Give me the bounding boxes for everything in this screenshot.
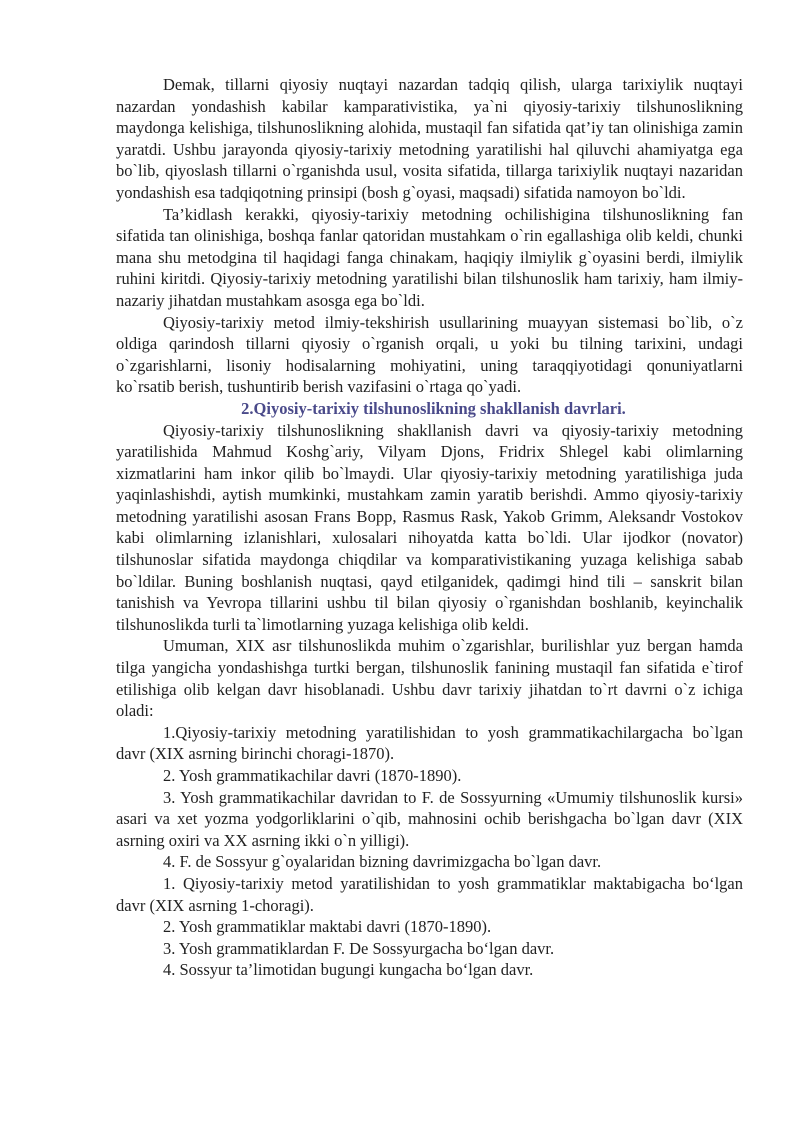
period-item: 1.Qiyosiy-tarixiy metodning yaratilishidan to yosh grammatikachilargacha bo`lgan davr (XIX asrning birinchi choragi-1870).: [116, 722, 743, 764]
section-heading: 2.Qiyosiy-tarixiy tilshunoslikning shakllanish davrlari.: [241, 398, 626, 418]
paragraph-method-significance: Ta’kidlash kerakki, qiyosiy-tarixiy metodning ochilishigina tilshunoslikning fan sifatida tan olinishiga, boshqa fanlar qatoridan mustahkam o`rin egallashiga olib keldi, chunki mana shu metodgina til haqidagi fanga chinakam, haqiqiy ilmiylik g`oyasini berdi, ilmiylik ruhini kiritdi. Qiyosiy-tarixiy metodning yaratilishi bilan tilshunoslik ham tarixiy, ham ilmiy-nazariy jihatdan mustahkam asosga ega bo`ldi.: [116, 204, 743, 310]
period-item: 4. F. de Sossyur g`oyalaridan bizning davrimizgacha bo`lgan davr.: [163, 852, 602, 872]
paragraph-intro: Demak, tillarni qiyosiy nuqtayi nazardan tadqiq qilish, ularga tarixiylik nuqtayi nazardan yondashish kabilar kamparativistika, ya`ni qiyosiy-tarixiy tilshunoslikning maydonga kelishiga, tilshunoslikning alohida, mustaqil fan sifatida qat’iy tan olinishiga zamin yaratdi. Ushbu jarayonda qiyosiy-tarixiy metodning yaratilishi hal qiluvchi ahamiyatga ega bo`lib, qiyoslash tillarni o`rganishda usul, vosita sifatida, tillarga tarixiylik nuqtayi nazaridan yondashish esa tadqiqotning prinsipi (bosh g`oyasi, maqsadi) sifatida namoyon bo`ldi.: [116, 75, 743, 202]
period-item: 1. Qiyosiy-tarixiy metod yaratilishidan to yosh grammatiklar maktabigacha bo‘lgan davr (XIX asrning 1-choragi).: [116, 873, 743, 915]
period-item: 4. Sossyur ta’limotidan bugungi kungacha bo‘lgan davr.: [163, 960, 534, 980]
paragraph-scholars: Qiyosiy-tarixiy tilshunoslikning shakllanish davri va qiyosiy-tarixiy metodning yaratilishida Mahmud Koshg`ariy, Vilyam Djons, Fridrix Shlegel kabi olimlarning xizmatlarini ham inkor qilib bo`lmaydi. Ular qiyosiy-tarixiy metodning yaratilishiga juda yaqinlashishdi, aytish mumkinki, mustahkam zamin yaratib berishdi. Ammo qiyosiy-tarixiy metodning yaratilishi asosan Frans Bopp, Rasmus Rask, Yakob Grimm, Aleksandr Vostokov kabi olimlarning izlanishlari, xulosalari nihoyatda katta bo`ldi. Ular ijodkor (novator) tilshunoslar sifatida maydonga chiqdilar va komparativistikaning yuzaga kelishiga sabab bo`ldilar. Buning boshlanish nuqtasi, qayd etilganidek, qadimgi hind tili – sanskrit bilan tanishish va Yevropa tillarini ushbu til bilan qiyosiy o`rganishdan boshlanib, keyinchalik tilshunoslikda turli ta`limotlarning yuzaga kelishiga olib keldi.: [116, 420, 743, 634]
period-item: 2. Yosh grammatiklar maktabi davri (1870-1890).: [163, 917, 492, 937]
period-item: 2. Yosh grammatikachilar davri (1870-1890).: [163, 766, 462, 785]
period-item: 3. Yosh grammatiklardan F. De Sossyurgacha bo‘lgan davr.: [163, 938, 555, 958]
period-item: 3. Yosh grammatikachilar davridan to F. de Sossyurning «Umumiy tilshunoslik kursi» asari va xet yozma yodgorliklarini o`qib, mahnosini ochib berishgacha bo`lgan davr (XIX asrning oxiri va XX asrning ikki o`n yilligi).: [116, 787, 743, 850]
paragraph-method-definition: Qiyosiy-tarixiy metod ilmiy-tekshirish usullarining muayyan sistemasi bo`lib, o`z oldiga qarindosh tillarni qiyosiy o`rganish orqali, u yoki bu tilning tarixini, undagi o`zgarishlarni, lisoniy hodisalarning mohiyatini, uning taraqqiyotidagi qonuniyatlarni ko`rsatib berish, tushuntirib berish vazifasini o`rtaga qo`yadi.: [116, 312, 743, 397]
paragraph-periods-intro: Umuman, XIX asr tilshunoslikda muhim o`zgarishlar, burilishlar yuz bergan hamda tilga yangicha yondashishga turtki bergan, tilshunoslik fanining mustaqil fan sifatida e`tirof etilishiga olib kelgan davr hisoblanadi. Ushbu davr tarixiy jihatdan to`rt davrni o`z ichiga oladi:: [116, 636, 743, 721]
